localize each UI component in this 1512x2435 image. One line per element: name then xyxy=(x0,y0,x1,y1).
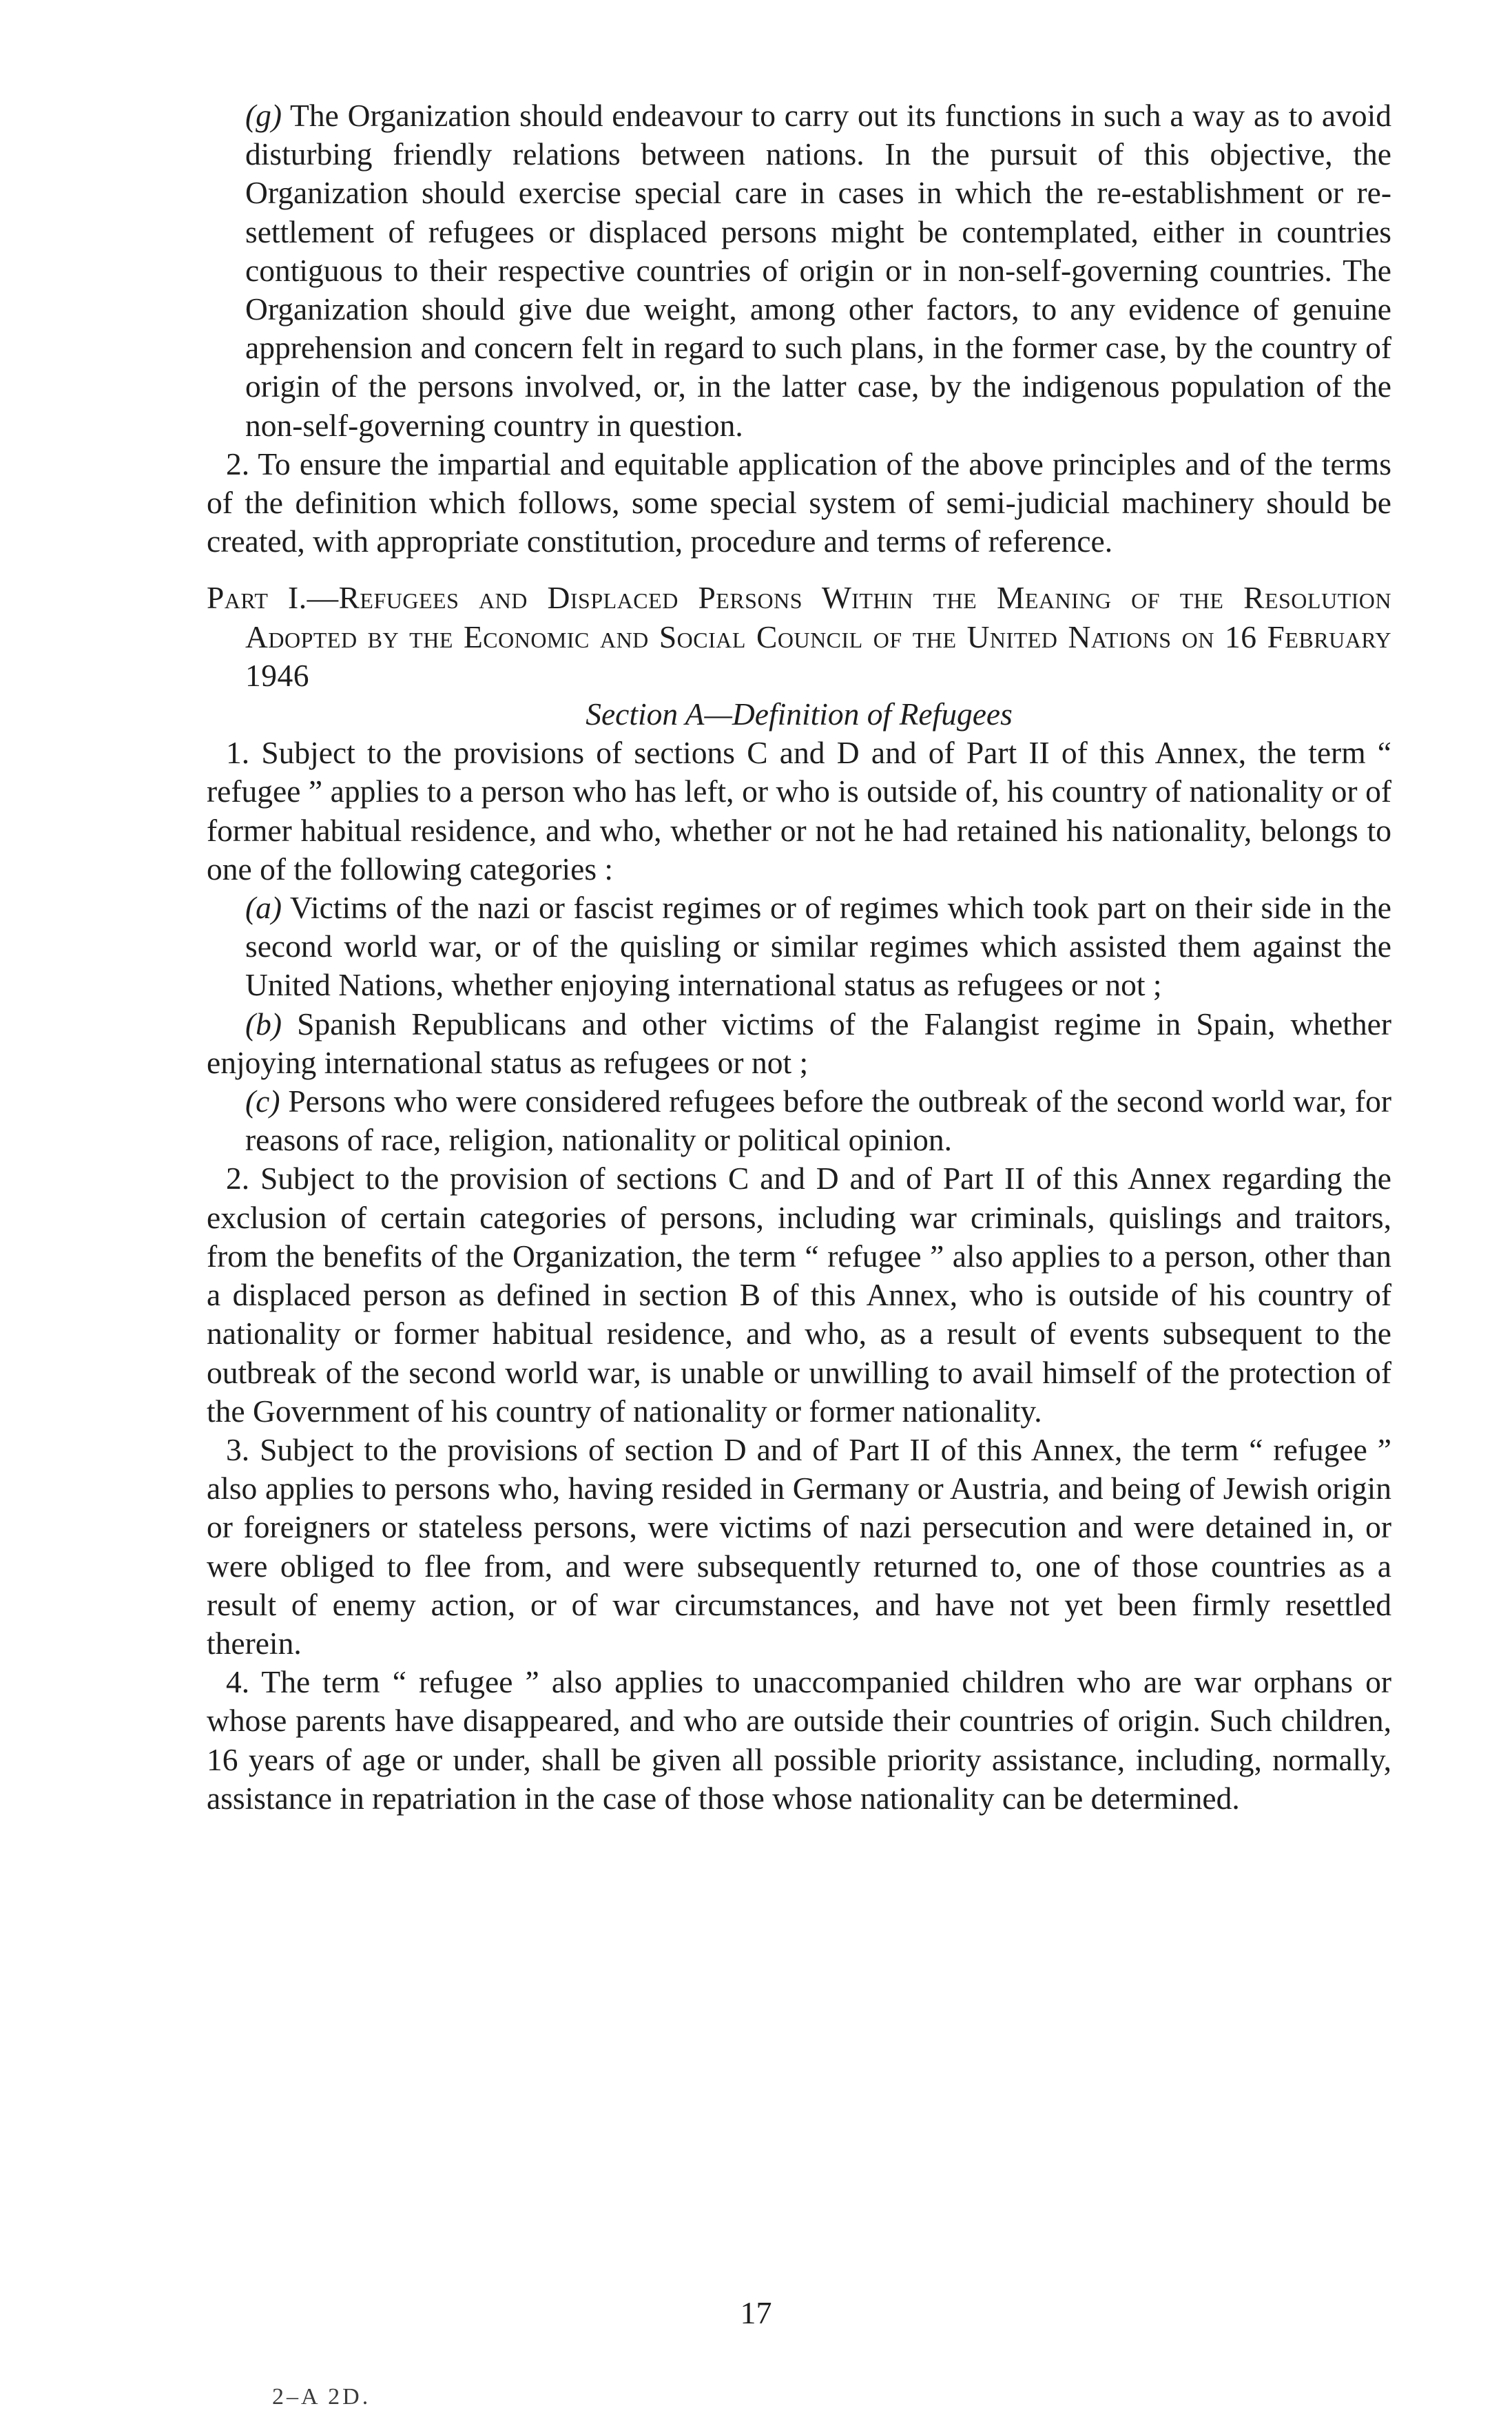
section-a-paragraph-3: 3. Subject to the provisions of section D and of Part II of this Annex, the term “ refugee ” also applies to persons who, having resided in Germany or Austria, and being of Jewish origin or foreigners or stateless persons, were victims of nazi persecution and were detained in, or were obliged to flee from, and were subsequently returned to, one of those countries as a result of enemy action, or of war circumstances, and have not yet been firmly resettled therein. xyxy=(207,1431,1391,1661)
part-heading: Part I.—Refugees and Displaced Persons Within the Meaning of the Resolution Adopted by the Economic and Social Council of the United Nations on 16 February 1946 xyxy=(207,580,1391,693)
list-item-a xyxy=(245,889,1391,1005)
item-text: Spanish Republicans and other victims of the Falangist regime in Spain, whether enjoying international status as refugees or not ; xyxy=(207,1006,1391,1080)
list-item-b xyxy=(207,1005,1391,1082)
page-number: 17 xyxy=(740,2295,772,2330)
item-label: (b) xyxy=(245,1006,282,1042)
section-heading: Section A—Definition of Refugees xyxy=(586,696,1013,732)
printer-mark: 2–A 2D. xyxy=(272,2384,371,2410)
paragraph-g xyxy=(245,96,1391,445)
section-a-paragraph-1: 1. Subject to the provisions of sections C and D and of Part II of this Annex, the term “ refugee ” applies to a person who has left, or who is outside of, his country of nationality or of former habitual residence, and who, whether or not he had retained his nationality, belongs to one of the following categories : xyxy=(207,735,1391,887)
item-label: (c) xyxy=(245,1084,280,1119)
item-label: (a) xyxy=(245,890,282,926)
item-text: Victims of the nazi or fascist regimes or of regimes which took part on their side in the second world war, or of the quisling or similar regimes which assisted them against the United Nations, whether enjoying international status as refugees or not ; xyxy=(245,890,1391,1003)
document-body xyxy=(207,96,1391,1818)
list-item-c xyxy=(245,1082,1391,1159)
section-a-paragraph-2: 2. Subject to the provision of sections C and D and of Part II of this Annex regarding the exclusion of certain categories of persons, including war criminals, quislings and traitors, from the benefits of the Organization, the term “ refugee ” also applies to a person, other than a displaced person as defined in section B of this Annex, who is outside of his country of nationality or former habitual residence, and who, as a result of events subsequent to the outbreak of the second world war, is unable or unwilling to avail himself of the protection of the Government of his country of nationality or former nationality. xyxy=(207,1161,1391,1429)
paragraph-2-intro: 2. To ensure the impartial and equitable application of the above principles and of the terms of the definition which follows, some special system of semi-judicial machinery should be created, with appropriate constitution, procedure and terms of reference. xyxy=(207,446,1391,559)
item-text: Persons who were considered refugees before the outbreak of the second world war, for reasons of race, religion, nationality or political opinion. xyxy=(245,1084,1391,1158)
section-a-paragraph-4: 4. The term “ refugee ” also applies to unaccompanied children who are war orphans or whose parents have disappeared, and who are outside their countries of origin. Such children, 16 years of age or under, shall be given all possible priority assistance, including, normally, assistance in repatriation in the case of those whose nationality can be determined. xyxy=(207,1664,1391,1816)
paragraph-text: The Organization should endeavour to carry out its functions in such a way as to avoid disturbing friendly relations between nations. In the pursuit of this objective, the Organization should exercise special care in cases in which the re-establishment or re-settlement of refugees or displaced persons might be contemplated, either in countries contiguous to their respective countries of origin or in non-self-governing countries. The Organization should give due weight, among other factors, to any evidence of genuine apprehension and concern felt in regard to such plans, in the former case, by the country of origin of the persons involved, or, in the latter case, by the indigenous population of the non-self-governing country in question. xyxy=(245,98,1391,443)
item-label: (g) xyxy=(245,98,282,133)
